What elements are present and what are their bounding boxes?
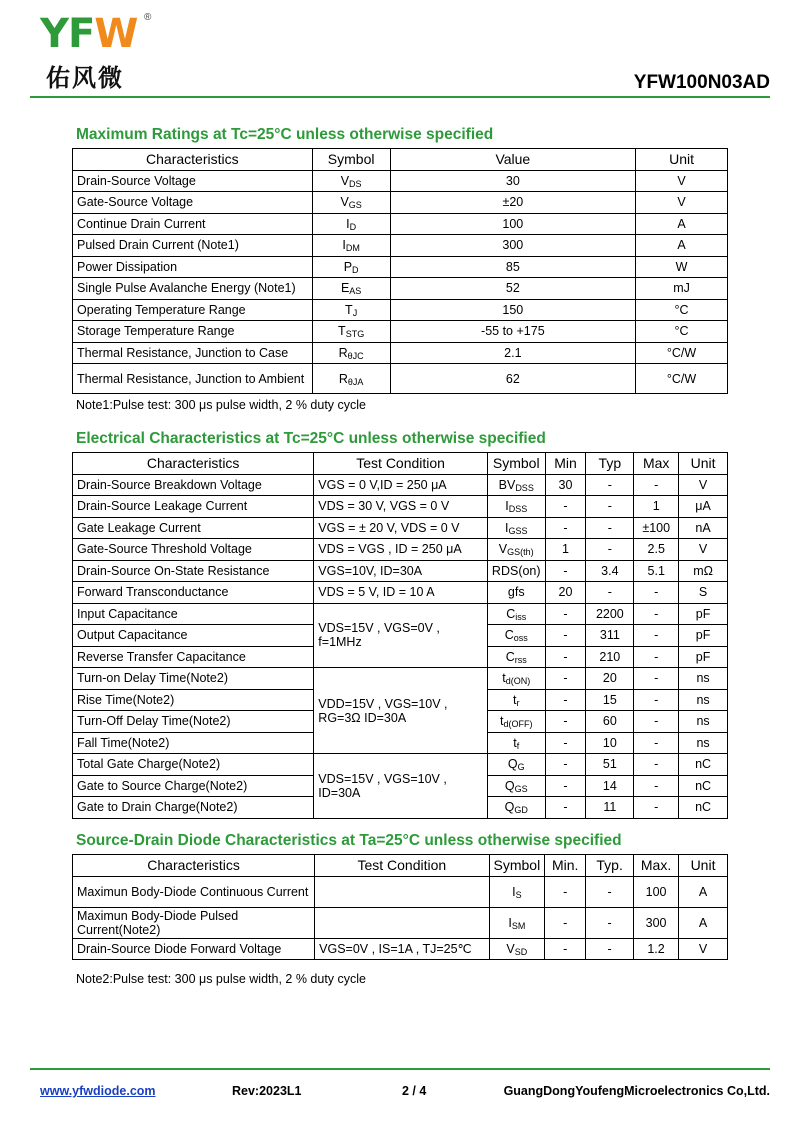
max-cell: -: [634, 775, 679, 797]
test-condition-cell: VDS=15V , VGS=10V , ID=30A: [314, 754, 488, 819]
symbol-subscript: AS: [349, 286, 362, 297]
characteristic-cell: Turn-on Delay Time(Note2): [73, 668, 314, 690]
typ-cell: 2200: [586, 603, 634, 625]
column-header: Max: [634, 453, 679, 475]
table-row: [73, 278, 728, 300]
symbol-cell: [487, 603, 545, 625]
min-cell: -: [545, 754, 586, 776]
value-cell: 62: [390, 364, 636, 394]
test-condition-cell: VDS = 5 V, ID = 10 A: [314, 582, 488, 604]
note-1: Note1:Pulse test: 300 μs pulse width, 2 % duty cycle: [76, 398, 366, 412]
characteristic-cell: Drain-Source Breakdown Voltage: [73, 474, 314, 496]
symbol-subscript: DSS: [515, 482, 534, 493]
note-2: Note2:Pulse test: 300 μs pulse width, 2 % duty cycle: [76, 972, 366, 986]
characteristic-cell: Forward Transconductance: [73, 582, 314, 604]
typ-cell: -: [586, 907, 634, 938]
symbol-cell: [487, 560, 545, 582]
characteristic-cell: Storage Temperature Range: [73, 321, 313, 343]
min-cell: -: [545, 775, 586, 797]
symbol-cell: [487, 689, 545, 711]
symbol: P: [343, 259, 353, 274]
min-cell: -: [545, 646, 586, 668]
footer-divider: [30, 1068, 770, 1070]
symbol: V: [506, 941, 515, 956]
column-header: Max.: [634, 855, 679, 877]
typ-cell: 60: [586, 711, 634, 733]
symbol: T: [345, 302, 353, 317]
column-header: Characteristics: [73, 855, 315, 877]
characteristic-cell: Drain-Source Diode Forward Voltage: [73, 938, 315, 960]
typ-cell: 210: [586, 646, 634, 668]
logo-wordmark: YFW: [40, 11, 138, 57]
characteristic-cell: Output Capacitance: [73, 625, 314, 647]
unit-cell: ns: [679, 732, 728, 754]
symbol: I: [346, 216, 350, 231]
registered-mark: ®: [144, 12, 152, 23]
table-row: [73, 539, 728, 561]
typ-cell: -: [586, 496, 634, 518]
table-row: [73, 192, 728, 214]
symbol-subscript: J: [352, 307, 358, 318]
symbol: C: [505, 649, 515, 664]
typ-cell: 20: [586, 668, 634, 690]
symbol-cell: [487, 539, 545, 561]
symbol-subscript: GD: [514, 805, 528, 816]
unit-cell: A: [636, 235, 728, 257]
table-row: [73, 299, 728, 321]
table-header-row: [73, 453, 728, 475]
max-cell: -: [634, 646, 679, 668]
table-row: [73, 321, 728, 343]
value-cell: 300: [390, 235, 636, 257]
value-cell: -55 to +175: [390, 321, 636, 343]
table-row: [73, 256, 728, 278]
characteristic-cell: Drain-Source Leakage Current: [73, 496, 314, 518]
max-cell: -: [634, 625, 679, 647]
characteristic-cell: Turn-Off Delay Time(Note2): [73, 711, 314, 733]
symbol: t: [499, 714, 504, 729]
unit-cell: nC: [679, 754, 728, 776]
symbol: V: [498, 542, 508, 557]
unit-cell: S: [679, 582, 728, 604]
characteristic-cell: Gate to Drain Charge(Note2): [73, 797, 314, 819]
symbol: C: [504, 628, 514, 643]
company-logo: [40, 12, 170, 92]
column-header: Value: [390, 149, 636, 171]
table-row: [73, 582, 728, 604]
column-header: Characteristics: [73, 149, 313, 171]
symbol-cell: [312, 364, 390, 394]
unit-cell: nC: [679, 797, 728, 819]
min-cell: -: [545, 711, 586, 733]
symbol: I: [504, 520, 509, 535]
symbol-subscript: GS: [348, 200, 362, 211]
unit-cell: pF: [679, 646, 728, 668]
test-condition-cell: VGS=0V , IS=1A , TJ=25℃: [315, 938, 489, 960]
table-row: [73, 938, 728, 960]
symbol-cell: [487, 646, 545, 668]
characteristic-cell: Maximun Body-Diode Continuous Current: [73, 876, 315, 907]
table-row: [73, 517, 728, 539]
symbol-subscript: DM: [345, 243, 360, 254]
value-cell: 30: [390, 170, 636, 192]
min-cell: -: [545, 732, 586, 754]
unit-cell: V: [636, 170, 728, 192]
electrical-table: [72, 452, 728, 819]
max-cell: -: [634, 797, 679, 819]
symbol-cell: [489, 876, 545, 907]
max-cell: -: [634, 711, 679, 733]
symbol-cell: [487, 582, 545, 604]
min-cell: 20: [545, 582, 586, 604]
unit-cell: nA: [679, 517, 728, 539]
characteristic-cell: Power Dissipation: [73, 256, 313, 278]
min-cell: -: [545, 797, 586, 819]
footer-revision: Rev:2023L1: [232, 1084, 302, 1098]
column-header: Min: [545, 453, 586, 475]
unit-cell: °C/W: [636, 342, 728, 364]
table-row: [73, 496, 728, 518]
min-cell: 1: [545, 539, 586, 561]
unit-cell: μA: [679, 496, 728, 518]
min-cell: -: [545, 668, 586, 690]
symbol: BV: [498, 477, 516, 492]
symbol: V: [340, 195, 349, 210]
max-cell: -: [634, 754, 679, 776]
symbol-cell: [487, 517, 545, 539]
max-cell: -: [634, 732, 679, 754]
unit-cell: °C: [636, 321, 728, 343]
unit-cell: V: [636, 192, 728, 214]
unit-cell: ns: [679, 689, 728, 711]
column-header: Symbol: [312, 149, 390, 171]
header-divider: [30, 96, 770, 98]
symbol-cell: [487, 775, 545, 797]
column-header: Symbol: [489, 855, 545, 877]
characteristic-cell: Drain-Source On-State Resistance: [73, 560, 314, 582]
unit-cell: A: [679, 907, 728, 938]
typ-cell: 311: [586, 625, 634, 647]
column-header: Unit: [636, 149, 728, 171]
min-cell: -: [545, 496, 586, 518]
unit-cell: pF: [679, 625, 728, 647]
symbol-cell: [487, 797, 545, 819]
typ-cell: -: [586, 582, 634, 604]
symbol-cell: [489, 938, 545, 960]
value-cell: 150: [390, 299, 636, 321]
diode-table: [72, 854, 728, 960]
typ-cell: -: [586, 474, 634, 496]
symbol-subscript: STG: [345, 329, 365, 340]
table-row: [73, 907, 728, 938]
characteristic-cell: Thermal Resistance, Junction to Case: [73, 342, 313, 364]
symbol-subscript: d(OFF): [503, 719, 533, 730]
unit-cell: V: [679, 938, 728, 960]
test-condition-cell: VGS = ± 20 V, VDS = 0 V: [314, 517, 488, 539]
characteristic-cell: Maximun Body-Diode Pulsed Current(Note2): [73, 907, 315, 938]
test-condition-cell: VDS = 30 V, VGS = 0 V: [314, 496, 488, 518]
characteristic-cell: Operating Temperature Range: [73, 299, 313, 321]
table-row: [73, 235, 728, 257]
unit-cell: mJ: [636, 278, 728, 300]
max-cell: 300: [634, 907, 679, 938]
symbol: R: [338, 371, 348, 386]
typ-cell: -: [586, 876, 634, 907]
symbol-cell: [312, 342, 390, 364]
max-cell: 1.2: [634, 938, 679, 960]
symbol-subscript: S: [515, 889, 522, 900]
max-cell: 2.5: [634, 539, 679, 561]
symbol-cell: [312, 192, 390, 214]
symbol-subscript: θJC: [347, 350, 364, 361]
unit-cell: V: [679, 539, 728, 561]
symbol: I: [512, 884, 516, 899]
column-header: Test Condition: [315, 855, 489, 877]
symbol-subscript: oss: [513, 633, 528, 644]
symbol: Q: [504, 778, 515, 793]
min-cell: -: [545, 625, 586, 647]
symbol-subscript: iss: [515, 611, 527, 622]
unit-cell: A: [636, 213, 728, 235]
max-cell: -: [634, 582, 679, 604]
symbol: Q: [507, 757, 518, 772]
max-cell: 1: [634, 496, 679, 518]
column-header: Min.: [545, 855, 586, 877]
symbol-subscript: d(ON): [505, 676, 531, 687]
min-cell: -: [545, 517, 586, 539]
test-condition-cell: [315, 907, 489, 938]
footer-company: GuangDongYoufengMicroelectronics Co,Ltd.: [503, 1084, 770, 1098]
value-cell: ±20: [390, 192, 636, 214]
symbol-cell: [312, 256, 390, 278]
unit-cell: mΩ: [679, 560, 728, 582]
max-ratings-title: Maximum Ratings at Tc=25°C unless otherwise specified: [76, 126, 494, 143]
column-header: Test Condition: [314, 453, 488, 475]
max-cell: -: [634, 603, 679, 625]
symbol-cell: [312, 170, 390, 192]
characteristic-cell: Rise Time(Note2): [73, 689, 314, 711]
characteristic-cell: Gate Leakage Current: [73, 517, 314, 539]
symbol-subscript: D: [349, 221, 357, 232]
symbol: I: [508, 915, 512, 930]
symbol-subscript: SM: [511, 920, 526, 931]
unit-cell: °C: [636, 299, 728, 321]
column-header: Typ: [586, 453, 634, 475]
test-condition-cell: VDS = VGS , ID = 250 μA: [314, 539, 488, 561]
min-cell: -: [545, 938, 586, 960]
min-cell: -: [545, 689, 586, 711]
column-header: Unit: [679, 453, 728, 475]
symbol: V: [340, 173, 350, 188]
characteristic-cell: Gate-Source Threshold Voltage: [73, 539, 314, 561]
symbol-subscript: f: [516, 740, 520, 751]
table-row: [73, 170, 728, 192]
unit-cell: ns: [679, 711, 728, 733]
symbol: t: [502, 671, 506, 686]
table-row: [73, 754, 728, 776]
symbol: t: [512, 692, 517, 707]
characteristic-cell: Single Pulse Avalanche Energy (Note1): [73, 278, 313, 300]
symbol-subscript: r: [516, 697, 520, 708]
symbol: t: [513, 735, 517, 750]
symbol-cell: [487, 625, 545, 647]
table-row: [73, 213, 728, 235]
unit-cell: A: [679, 876, 728, 907]
symbol-subscript: D: [352, 264, 359, 275]
unit-cell: pF: [679, 603, 728, 625]
symbol-cell: [487, 732, 545, 754]
symbol-subscript: GSS: [508, 525, 528, 536]
characteristic-cell: Fall Time(Note2): [73, 732, 314, 754]
max-cell: ±100: [634, 517, 679, 539]
unit-cell: V: [679, 474, 728, 496]
symbol: C: [506, 606, 516, 621]
unit-cell: °C/W: [636, 364, 728, 394]
typ-cell: 14: [586, 775, 634, 797]
table-row: [73, 876, 728, 907]
symbol: I: [342, 238, 346, 253]
symbol-subscript: SD: [514, 946, 528, 957]
max-cell: -: [634, 474, 679, 496]
symbol-cell: [312, 278, 390, 300]
test-condition-cell: [315, 876, 489, 907]
symbol-subscript: DSS: [508, 504, 528, 515]
unit-cell: W: [636, 256, 728, 278]
min-cell: -: [545, 603, 586, 625]
test-condition-cell: VDS=15V , VGS=0V , f=1MHz: [314, 603, 488, 668]
table-header-row: [73, 855, 728, 877]
table-row: [73, 364, 728, 394]
symbol-subscript: GS(th): [507, 547, 534, 558]
characteristic-cell: Continue Drain Current: [73, 213, 313, 235]
max-cell: 100: [634, 876, 679, 907]
symbol-subscript: DS: [349, 178, 362, 189]
symbol: E: [340, 281, 350, 296]
website-link[interactable]: www.yfwdiode.com: [40, 1084, 156, 1098]
min-cell: -: [545, 876, 586, 907]
symbol-subscript: GS: [514, 783, 528, 794]
symbol-cell: [312, 235, 390, 257]
max-cell: 5.1: [634, 560, 679, 582]
part-number: YFW100N03AD: [633, 72, 770, 93]
symbol-subscript: G: [517, 762, 525, 773]
test-condition-cell: VDD=15V , VGS=10V , RG=3Ω ID=30A: [314, 668, 488, 754]
footer-website[interactable]: [40, 1084, 156, 1098]
table-row: [73, 342, 728, 364]
symbol-cell: [487, 711, 545, 733]
max-cell: -: [634, 689, 679, 711]
typ-cell: 3.4: [586, 560, 634, 582]
symbol: RDS(on): [491, 563, 541, 578]
characteristic-cell: Total Gate Charge(Note2): [73, 754, 314, 776]
logo-chinese-name: 佑风微: [46, 64, 124, 92]
table-row: [73, 668, 728, 690]
typ-cell: 10: [586, 732, 634, 754]
table-header-row: [73, 149, 728, 171]
table-row: [73, 474, 728, 496]
symbol-cell: [489, 907, 545, 938]
symbol: I: [505, 499, 509, 514]
value-cell: 85: [390, 256, 636, 278]
symbol-cell: [487, 668, 545, 690]
value-cell: 2.1: [390, 342, 636, 364]
typ-cell: 15: [586, 689, 634, 711]
unit-cell: ns: [679, 668, 728, 690]
symbol-cell: [312, 321, 390, 343]
table-row: [73, 560, 728, 582]
symbol-cell: [312, 299, 390, 321]
column-header: Typ.: [586, 855, 634, 877]
symbol: gfs: [507, 585, 525, 600]
symbol-cell: [487, 754, 545, 776]
characteristic-cell: Gate to Source Charge(Note2): [73, 775, 314, 797]
diode-title: Source-Drain Diode Characteristics at Ta=25°C unless otherwise specified: [76, 832, 622, 849]
symbol: Q: [504, 800, 515, 815]
symbol-cell: [487, 496, 545, 518]
unit-cell: nC: [679, 775, 728, 797]
footer-page-number: 2 / 4: [402, 1084, 427, 1098]
min-cell: 30: [545, 474, 586, 496]
test-condition-cell: VGS = 0 V,ID = 250 μA: [314, 474, 488, 496]
test-condition-cell: VGS=10V, ID=30A: [314, 560, 488, 582]
characteristic-cell: Reverse Transfer Capacitance: [73, 646, 314, 668]
table-row: [73, 603, 728, 625]
symbol: T: [338, 324, 346, 339]
max-cell: -: [634, 668, 679, 690]
characteristic-cell: Drain-Source Voltage: [73, 170, 313, 192]
min-cell: -: [545, 560, 586, 582]
symbol: R: [338, 345, 348, 360]
typ-cell: -: [586, 517, 634, 539]
typ-cell: 11: [586, 797, 634, 819]
symbol-cell: [487, 474, 545, 496]
column-header: Unit: [679, 855, 728, 877]
characteristic-cell: Gate-Source Voltage: [73, 192, 313, 214]
value-cell: 100: [390, 213, 636, 235]
column-header: Characteristics: [73, 453, 314, 475]
symbol-subscript: θJA: [347, 376, 364, 387]
max-ratings-table: [72, 148, 728, 394]
characteristic-cell: Thermal Resistance, Junction to Ambient: [73, 364, 313, 394]
column-header: Symbol: [487, 453, 545, 475]
value-cell: 52: [390, 278, 636, 300]
electrical-title: Electrical Characteristics at Tc=25°C unless otherwise specified: [76, 430, 546, 447]
symbol-subscript: rss: [514, 654, 527, 665]
characteristic-cell: Pulsed Drain Current (Note1): [73, 235, 313, 257]
min-cell: -: [545, 907, 586, 938]
typ-cell: 51: [586, 754, 634, 776]
characteristic-cell: Input Capacitance: [73, 603, 314, 625]
typ-cell: -: [586, 938, 634, 960]
symbol-cell: [312, 213, 390, 235]
typ-cell: -: [586, 539, 634, 561]
